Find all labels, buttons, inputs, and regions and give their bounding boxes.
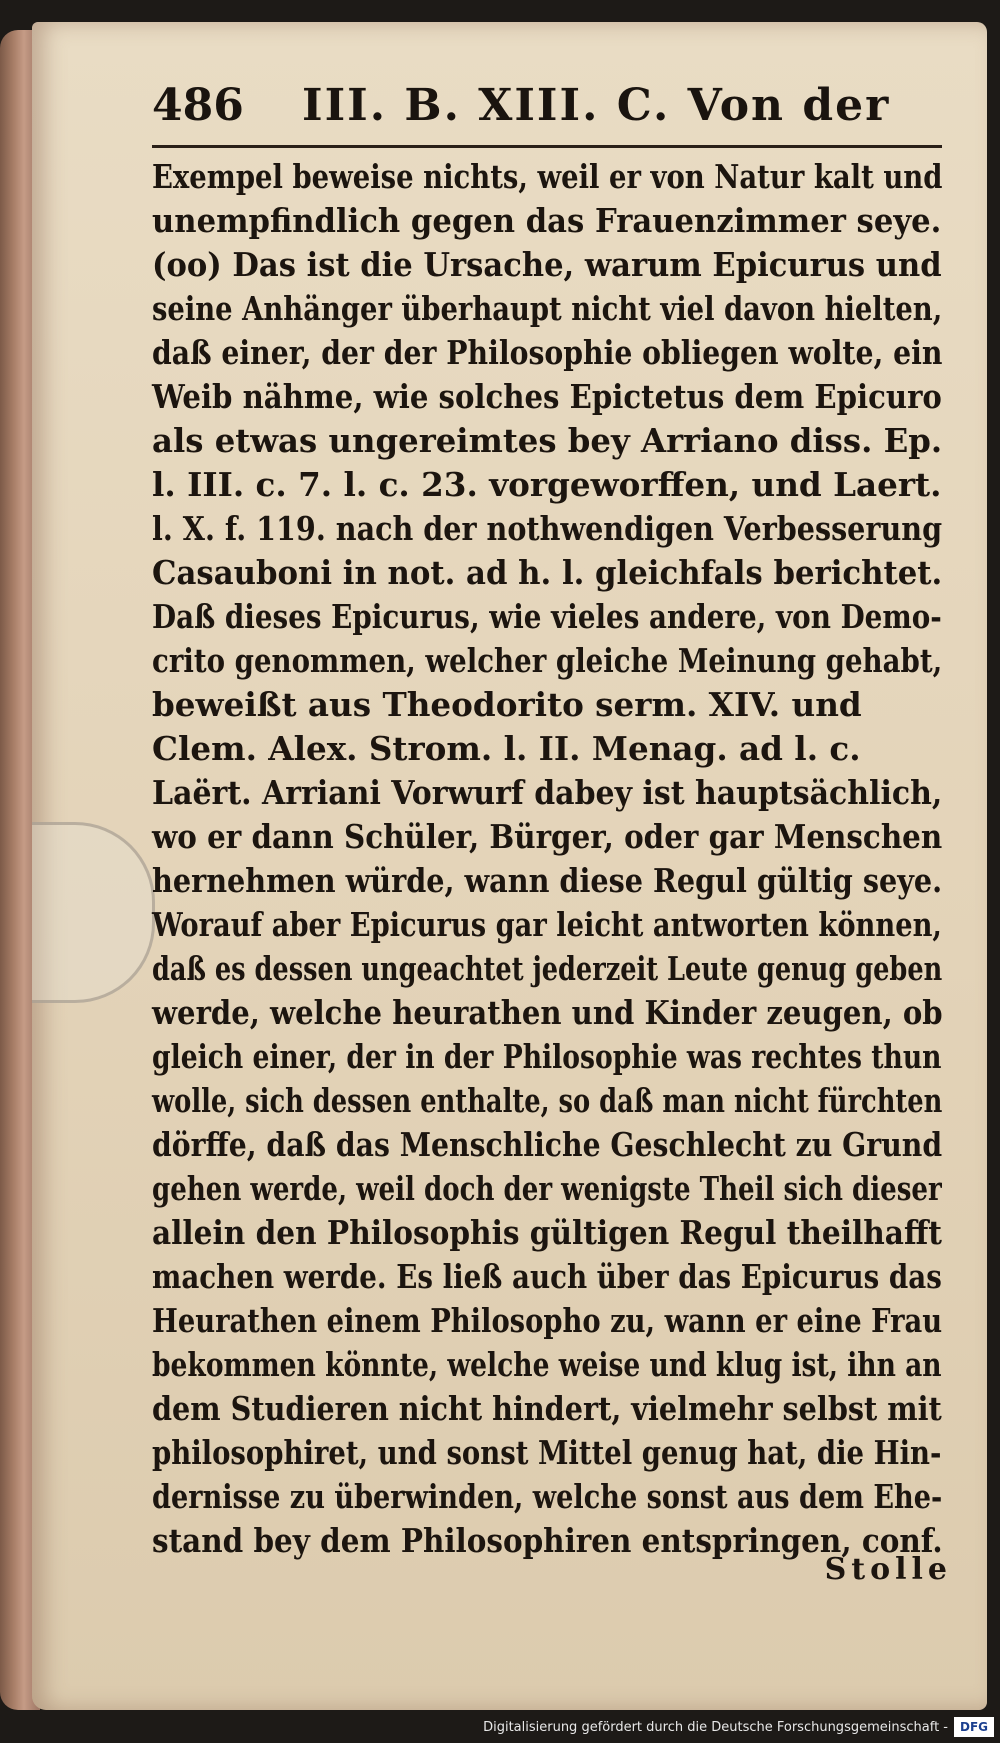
text-line: Exempel beweise nichts, weil er von Natur kalt und (152, 157, 943, 196)
text-line: gehen werde, weil doch der wenigste Theil sich dieser (152, 1169, 942, 1208)
text-line: allein den Philosophis gültigen Regul theilhafft (152, 1213, 942, 1252)
text-line: wo er dann Schüler, Bürger, oder gar Menschen (152, 817, 943, 856)
header-rule (152, 145, 942, 148)
running-head: III. B. XIII. C. Von der (302, 80, 891, 131)
scan-footer (0, 1710, 1000, 1743)
text-line: unempfindlich gegen das Frauenzimmer seye. (152, 201, 942, 240)
digitization-credit: Digitalisierung gefördert durch die Deutsche Forschungsgemeinschaft - (483, 1720, 948, 1735)
text-line: als etwas ungereimtes bey Arriano diss. Ep. (152, 421, 943, 460)
text-line: dem Studieren nicht hindert, vielmehr selbst mit (152, 1389, 942, 1428)
page-clip (32, 822, 155, 1003)
page-header (152, 80, 952, 140)
text-line: Daß dieses Epicurus, wie vieles andere, von Demo- (152, 597, 942, 636)
text-line: bekommen könnte, welche weise und klug ist, ihn an (152, 1345, 942, 1384)
page-number: 486 (152, 80, 244, 131)
text-line: l. X. f. 119. nach der nothwendigen Verbesserung (152, 509, 943, 548)
text-line: (oo) Das ist die Ursache, warum Epicurus und (152, 245, 942, 284)
text-line: Clem. Alex. Strom. l. II. Menag. ad l. c. (152, 729, 861, 768)
text-line: hernehmen würde, wann diese Regul gültig seye. (152, 861, 943, 900)
text-line: machen werde. Es ließ auch über das Epicurus das (152, 1257, 942, 1296)
text-line: gleich einer, der in der Philosophie was rechtes thun (152, 1037, 942, 1076)
text-line: daß einer, der der Philosophie obliegen wolte, ein (152, 333, 943, 372)
text-line: stand bey dem Philosophiren entspringen, conf. (152, 1521, 943, 1560)
dfg-logo-icon: DFG (954, 1717, 994, 1737)
text-line: crito genommen, welcher gleiche Meinung gehabt, (152, 641, 943, 680)
text-line: Laërt. Arriani Vorwurf dabey ist hauptsächlich, (152, 773, 943, 812)
catchword: Stolle (824, 1552, 952, 1587)
text-line: daß es dessen ungeachtet jederzeit Leute genug geben (152, 949, 943, 988)
text-line: beweißt aus Theodorito serm. XIV. und (152, 685, 862, 724)
text-line: Weib nähme, wie solches Epictetus dem Epicuro (152, 377, 942, 416)
text-line: seine Anhänger überhaupt nicht viel davon hielten, (152, 289, 943, 328)
text-line: wolle, sich dessen enthalte, so daß man nicht fürchten (152, 1081, 943, 1120)
text-line: werde, welche heurathen und Kinder zeugen, ob (152, 993, 943, 1032)
text-line: dernisse zu überwinden, welche sonst aus dem Ehe- (152, 1477, 943, 1516)
text-line: dörffe, daß das Menschliche Geschlecht zu Grund (152, 1125, 943, 1164)
text-line: philosophiret, und sonst Mittel genug hat, die Hin- (152, 1433, 942, 1472)
text-line: Casauboni in not. ad h. l. gleichfals berichtet. (152, 553, 943, 592)
text-line: Worauf aber Epicurus gar leicht antworten können, (152, 905, 942, 944)
text-line: Heurathen einem Philosopho zu, wann er eine Frau (152, 1301, 943, 1340)
text-line: l. III. c. 7. l. c. 23. vorgeworffen, und Laert. (152, 465, 942, 504)
